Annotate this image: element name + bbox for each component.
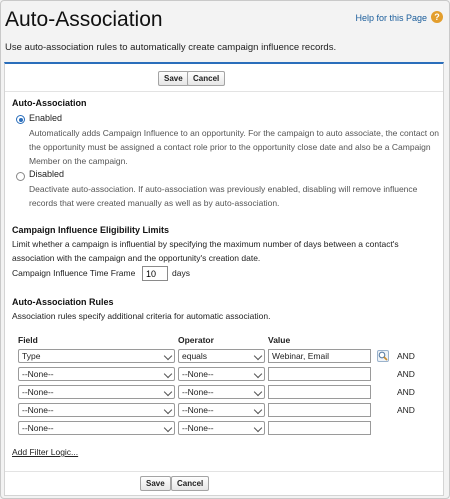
field-select-2-value: --None-- — [22, 369, 54, 379]
field-select-3[interactable] — [18, 385, 175, 399]
help-icon[interactable]: ? — [431, 11, 443, 23]
enabled-label: Enabled — [29, 113, 63, 123]
bottom-button-bar — [5, 471, 443, 496]
eligibility-description: Limit whether a campaign is influential by specifying the maximum number of days between a contact's association with the campaign and the opportunity's creation date. — [12, 239, 399, 263]
field-select-5[interactable] — [18, 421, 175, 435]
and-label-4: AND — [397, 405, 415, 415]
operator-select-2-value: --None-- — [182, 369, 214, 379]
rules-heading: Auto-Association Rules — [12, 297, 114, 307]
time-frame-unit: days — [172, 268, 190, 278]
chevron-down-icon — [164, 406, 172, 414]
chevron-down-icon — [254, 352, 262, 360]
field-select-4[interactable] — [18, 403, 175, 417]
auto-association-heading: Auto-Association — [12, 98, 87, 108]
field-select-4-value: --None-- — [22, 405, 54, 415]
settings-panel — [4, 62, 444, 496]
value-input-4[interactable] — [268, 403, 371, 417]
operator-select-2[interactable] — [178, 367, 265, 381]
chevron-down-icon — [164, 352, 172, 360]
value-input-2[interactable] — [268, 367, 371, 381]
operator-select-5-value: --None-- — [182, 423, 214, 433]
page-title: Auto-Association — [5, 8, 163, 31]
value-input-5[interactable] — [268, 421, 371, 435]
save-button-top[interactable]: Save — [158, 71, 189, 86]
chevron-down-icon — [254, 388, 262, 396]
chevron-down-icon — [164, 388, 172, 396]
operator-select-3[interactable] — [178, 385, 265, 399]
add-filter-logic-link[interactable]: Add Filter Logic... — [12, 447, 79, 457]
operator-select-4[interactable] — [178, 403, 265, 417]
operator-select-3-value: --None-- — [182, 387, 214, 397]
value-input-1[interactable]: Webinar, Email — [268, 349, 371, 363]
field-select-1-value: Type — [22, 351, 41, 361]
time-frame-label: Campaign Influence Time Frame — [12, 268, 136, 278]
cancel-button-bottom[interactable]: Cancel — [171, 476, 209, 491]
field-select-2[interactable] — [18, 367, 175, 381]
top-button-bar — [5, 67, 443, 92]
chevron-down-icon — [164, 424, 172, 432]
value-input-3[interactable] — [268, 385, 371, 399]
disabled-radio[interactable] — [16, 172, 25, 181]
page-subtitle: Use auto-association rules to automatically create campaign influence records. — [5, 42, 337, 53]
time-frame-input[interactable] — [142, 266, 168, 281]
operator-select-1[interactable] — [178, 349, 265, 363]
rules-description: Association rules specify additional criteria for automatic association. — [12, 311, 271, 321]
field-column-header: Field — [18, 335, 38, 345]
operator-column-header: Operator — [178, 335, 214, 345]
chevron-down-icon — [254, 370, 262, 378]
and-label-1: AND — [397, 351, 415, 361]
chevron-down-icon — [164, 370, 172, 378]
eligibility-heading: Campaign Influence Eligibility Limits — [12, 225, 170, 235]
enabled-radio[interactable] — [16, 115, 25, 124]
value-column-header: Value — [268, 335, 291, 345]
field-select-1[interactable] — [18, 349, 175, 363]
cancel-button-top[interactable]: Cancel — [187, 71, 225, 86]
field-select-5-value: --None-- — [22, 423, 54, 433]
and-label-3: AND — [397, 387, 415, 397]
operator-select-1-value: equals — [182, 351, 208, 361]
chevron-down-icon — [254, 424, 262, 432]
and-label-2: AND — [397, 369, 415, 379]
lookup-icon[interactable] — [377, 350, 389, 362]
disabled-label: Disabled — [29, 169, 65, 179]
save-button-bottom[interactable]: Save — [140, 476, 171, 491]
disabled-description: Deactivate auto-association. If auto-association was previously enabled, disabling will remove influence records that were created manually as well as by auto-association. — [29, 184, 418, 208]
help-link[interactable]: Help for this Page — [355, 13, 427, 23]
chevron-down-icon — [254, 406, 262, 414]
field-select-3-value: --None-- — [22, 387, 54, 397]
operator-select-4-value: --None-- — [182, 405, 214, 415]
enabled-description: Automatically adds Campaign Influence to an opportunity. For the campaign to auto associate, the contact on the opportunity must be assigned a contact role prior to the opportunity close date and also be a Campaign Member on the campaign. — [29, 128, 439, 166]
operator-select-5[interactable] — [178, 421, 265, 435]
